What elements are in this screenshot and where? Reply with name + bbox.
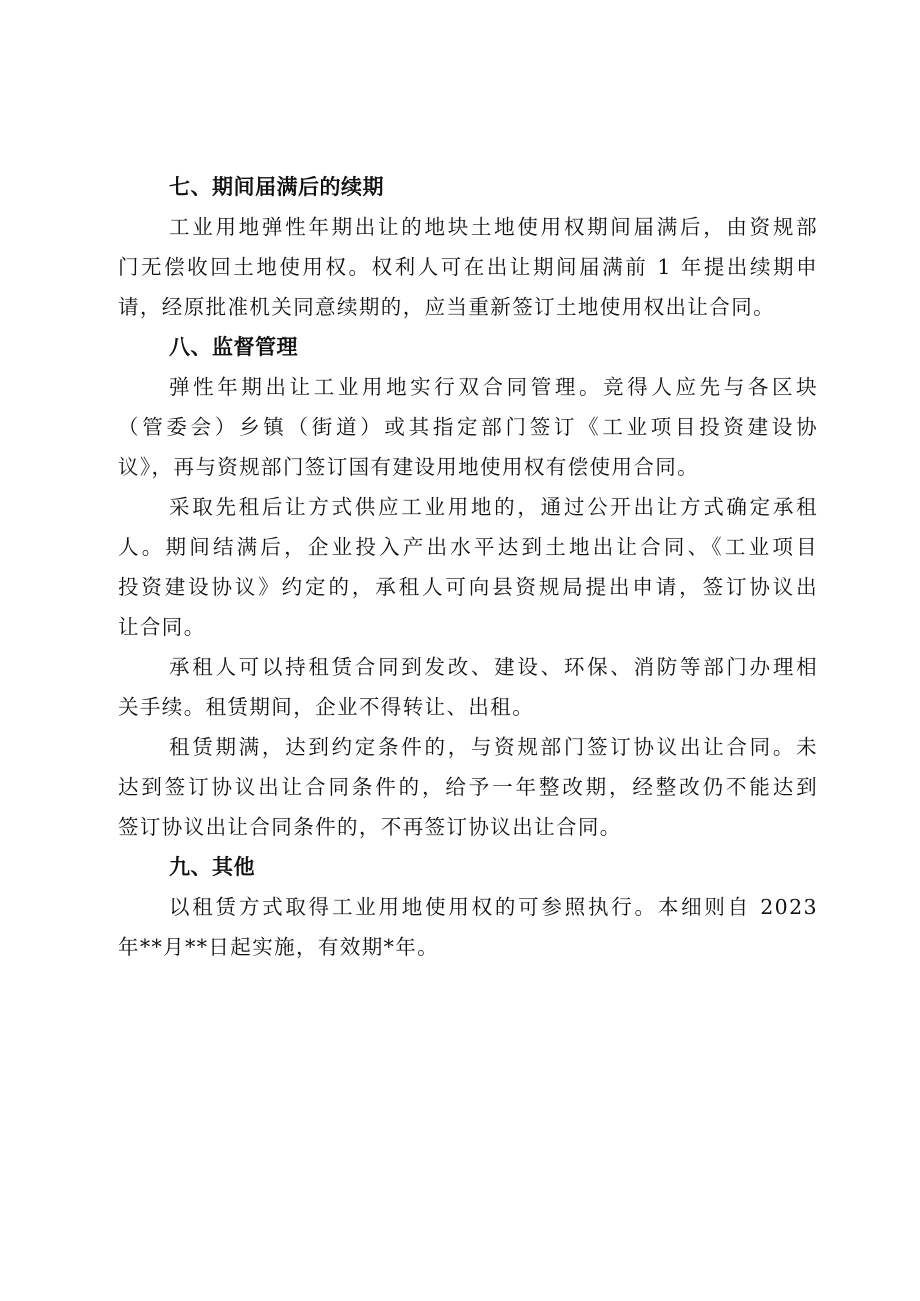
section-heading-9: 九、其他 (169, 855, 255, 879)
text-line: 达到签订协议出让合同条件的，给予一年整改期，经整改仍不能达到 (118, 775, 818, 799)
text-line: 关手续。租赁期间，企业不得转让、出租。 (118, 695, 535, 719)
text-line: 人。期间结满后，企业投入产出水平达到土地出让合同、《工业项目 (118, 535, 818, 559)
text-line: 议》，再与资规部门签订国有建设用地使用权有偿使用合同。 (118, 455, 700, 479)
text-line: 工业用地弹性年期出让的地块土地使用权期间届满后，由资规部 (169, 215, 818, 239)
text-line: 租赁期满，达到约定条件的，与资规部门签订协议出让合同。未 (169, 735, 818, 759)
text-line: 请，经原批准机关同意续期的，应当重新签订土地使用权出让合同。 (118, 295, 775, 319)
paragraph (118, 207, 818, 327)
paragraph (118, 367, 818, 487)
text-line: 以租赁方式取得工业用地使用权的可参照执行。本细则自 2023 (169, 895, 818, 919)
text-line: 承租人可以持租赁合同到发改、建设、环保、消防等部门办理相 (169, 655, 818, 679)
paragraph (118, 887, 818, 967)
paragraph (118, 727, 818, 847)
paragraph (118, 647, 818, 727)
text-line: 投资建设协议》约定的，承租人可向县资规局提出申请，签订协议出 (118, 575, 818, 599)
text-line: 签订协议出让合同条件的，不再签订协议出让合同。 (118, 815, 622, 839)
text-line: 弹性年期出让工业用地实行双合同管理。竞得人应先与各区块 (169, 375, 818, 399)
section-heading-7: 七、期间届满后的续期 (169, 175, 384, 199)
text-line: 采取先租后让方式供应工业用地的，通过公开出让方式确定承租 (169, 495, 818, 519)
text-line: 年**月**日起实施，有效期*年。 (118, 935, 440, 959)
text-line: 让合同。 (118, 615, 206, 639)
text-line: （管委会）乡镇（街道）或其指定部门签订《工业项目投资建设协 (118, 415, 818, 439)
text-line: 门无偿收回土地使用权。权利人可在出让期间届满前 1 年提出续期申 (118, 255, 818, 279)
section-heading-8: 八、监督管理 (169, 335, 298, 359)
paragraph (118, 487, 818, 647)
document-body (118, 167, 818, 967)
